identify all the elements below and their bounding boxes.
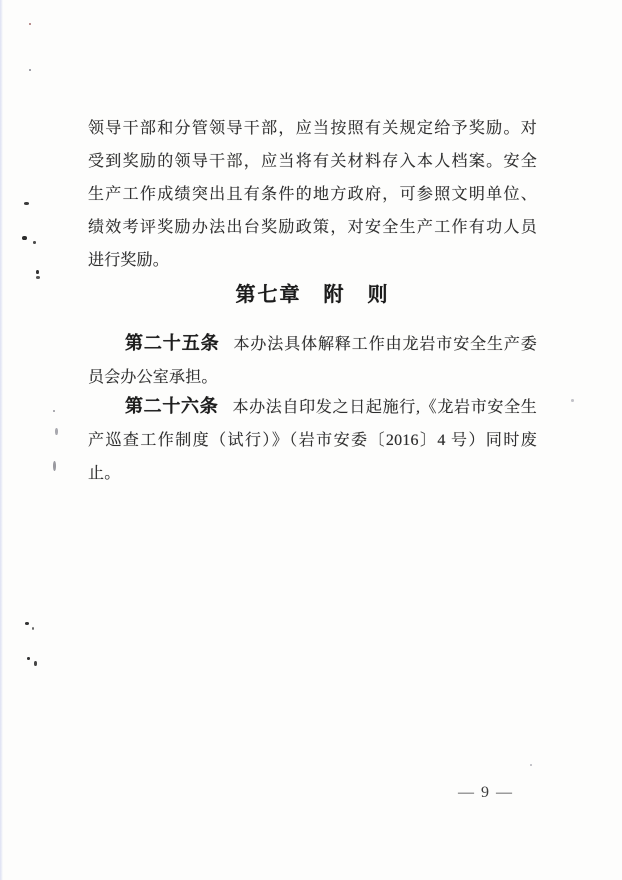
text-line: 绩效考评奖励办法出台奖励政策，对安全生产工作有功人员 xyxy=(88,219,537,236)
continuation-paragraph xyxy=(88,112,537,277)
text-line: 产巡查工作制度（试行）》（岩市安委〔2016〕4 号）同时废 xyxy=(88,432,537,449)
article-25-text: 本办法具体解释工作由龙岩市安全生产委 xyxy=(233,336,537,353)
text-line xyxy=(88,327,537,361)
ink-speck xyxy=(53,410,55,412)
ink-speck xyxy=(29,23,31,25)
text-line: 领导干部和分管领导干部，应当按照有关规定给予奖励。对 xyxy=(88,120,537,137)
ink-speck xyxy=(55,428,58,435)
article-25-number: 第二十五条 xyxy=(125,333,220,353)
article-25 xyxy=(88,327,537,394)
ink-speck xyxy=(27,657,30,660)
article-26 xyxy=(88,390,537,490)
chapter-heading: 第七章 附 则 xyxy=(235,284,390,306)
text-line: 生产工作成绩突出且有条件的地方政府，可参照文明单位、 xyxy=(88,186,537,203)
article-26-number: 第二十六条 xyxy=(125,396,219,416)
text-line: 进行奖励。 xyxy=(88,252,170,269)
ink-speck xyxy=(22,236,27,240)
ink-speck xyxy=(36,270,39,274)
scan-edge-artifact xyxy=(0,0,3,880)
ink-speck xyxy=(53,461,56,471)
ink-speck xyxy=(34,661,37,666)
text-line: 止。 xyxy=(88,465,121,482)
ink-speck xyxy=(24,202,29,205)
ink-speck xyxy=(33,241,36,244)
text-line: 受到奖励的领导干部，应当将有关材料存入本人档案。安全 xyxy=(88,153,537,170)
ink-speck xyxy=(29,69,31,71)
ink-speck xyxy=(571,399,574,402)
ink-speck xyxy=(36,276,40,279)
page-number: — 9 — xyxy=(458,784,514,801)
text-line: 员会办公室承担。 xyxy=(88,369,218,386)
ink-speck xyxy=(32,627,34,630)
text-line xyxy=(88,390,537,424)
ink-speck xyxy=(25,622,29,625)
ink-speck xyxy=(530,764,532,766)
article-26-text: 本办法自印发之日起施行,《龙岩市安全生 xyxy=(232,399,537,416)
